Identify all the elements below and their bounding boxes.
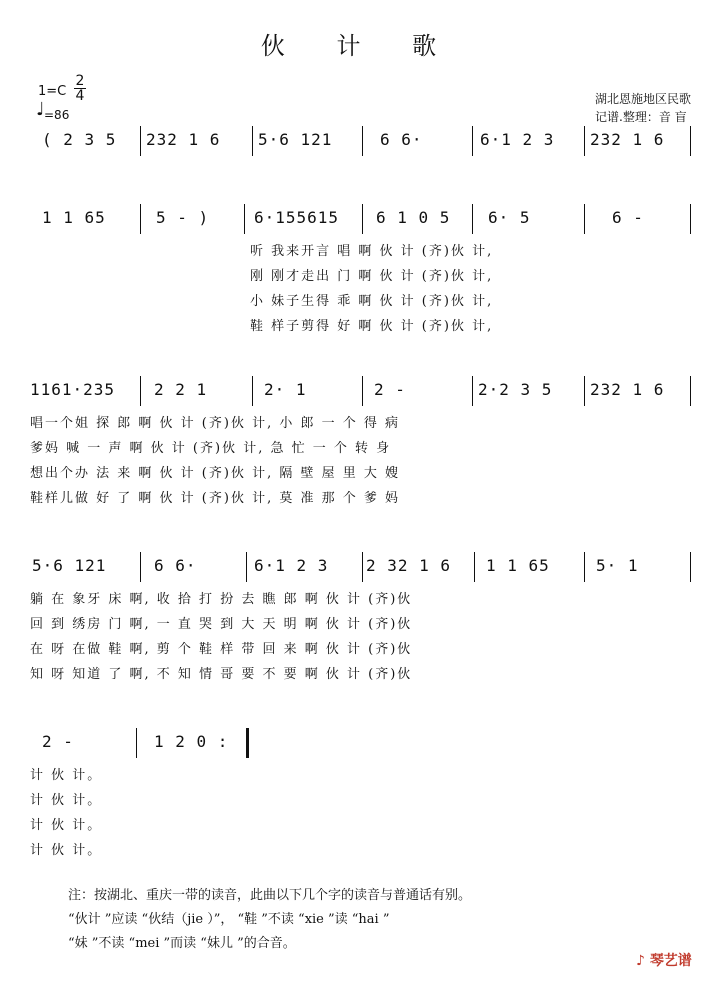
measure-notes: 2· 1 <box>264 380 307 399</box>
measure-notes: 1161·235 <box>30 380 116 399</box>
measure-notes: 2·2 3 5 <box>478 380 553 399</box>
barline <box>362 376 363 406</box>
lyric-line: 想出个办 法 来 啊 伙 计 (齐)伙 计, 隔 壁 屋 里 大 嫂 <box>30 466 400 481</box>
measure-notes: 6·1 2 3 <box>254 556 329 575</box>
barline <box>690 376 691 406</box>
barline <box>472 126 473 156</box>
lyric-line: 刚 刚才走出 门 啊 伙 计 (齐)伙 计, <box>250 269 494 284</box>
barline <box>246 552 247 582</box>
barline <box>472 204 473 234</box>
page-title: 伙 计 歌 <box>260 32 459 60</box>
note-line: 注：按湖北、重庆一带的读音，此曲以下几个字的读音与普通话有别。 <box>68 888 472 903</box>
barline <box>244 204 245 234</box>
measure-notes: 6 - <box>612 208 644 227</box>
barline <box>362 204 363 234</box>
barline <box>136 728 137 758</box>
measure-notes: 6·1 2 3 <box>480 130 555 149</box>
lyric-line: 鞋 样子剪得 好 啊 伙 计 (齐)伙 计, <box>250 319 494 334</box>
barline <box>362 552 363 582</box>
lyric-line: 躺 在 象牙 床 啊, 收 拾 打 扮 去 瞧 郎 啊 伙 计 (齐)伙 <box>30 592 413 607</box>
measure-notes: 2 32 1 6 <box>366 556 452 575</box>
site-logo <box>636 950 692 970</box>
barline <box>140 204 141 234</box>
measure-notes: 6 1 0 5 <box>376 208 451 227</box>
key-signature: 1=C <box>38 84 67 99</box>
measure-notes: 5 - ) <box>156 208 210 227</box>
logo-icon: ♪ <box>636 953 645 969</box>
measure-notes: 5·6 121 <box>32 556 107 575</box>
lyric-line: 在 呀 在做 鞋 啊, 剪 个 鞋 样 带 回 来 啊 伙 计 (齐)伙 <box>30 642 413 657</box>
time-top: 2 <box>75 73 85 89</box>
time-signature <box>74 74 86 103</box>
barline <box>362 126 363 156</box>
measure-notes: 5·6 121 <box>258 130 333 149</box>
barline <box>472 376 473 406</box>
time-bottom: 4 <box>75 88 85 104</box>
barline <box>140 552 141 582</box>
barline <box>690 204 691 234</box>
barline <box>252 126 253 156</box>
measure-notes: 1 1 65 <box>486 556 550 575</box>
song-credit: 记谱.整理：音 盲 <box>595 110 687 124</box>
measure-notes: 1 2 0 : <box>154 732 229 751</box>
barline <box>140 126 141 156</box>
measure-notes: 2 2 1 <box>154 380 208 399</box>
barline <box>690 126 691 156</box>
lyric-line: 知 呀 知道 了 啊, 不 知 情 哥 要 不 要 啊 伙 计 (齐)伙 <box>30 667 413 682</box>
lyric-line: 爹妈 喊 一 声 啊 伙 计 (齐)伙 计, 急 忙 一 个 转 身 <box>30 441 392 456</box>
measure-notes: 6 6· <box>380 130 423 149</box>
barline <box>252 376 253 406</box>
tempo-mark: =86 <box>44 108 70 122</box>
quarter-note-icon: ♩ <box>36 99 45 120</box>
measure-notes: 2 - <box>42 732 74 751</box>
lyric-line: 计 伙 计。 <box>30 793 103 808</box>
barline <box>584 126 585 156</box>
barline <box>584 376 585 406</box>
barline <box>140 376 141 406</box>
lyric-line: 计 伙 计。 <box>30 843 103 858</box>
barline <box>690 552 691 582</box>
measure-notes: 232 1 6 <box>590 380 665 399</box>
lyric-line: 计 伙 计。 <box>30 768 103 783</box>
lyric-line: 鞋样儿做 好 了 啊 伙 计 (齐)伙 计, 莫 准 那 个 爹 妈 <box>30 491 400 506</box>
lyric-line: 回 到 绣房 门 啊, 一 直 哭 到 大 天 明 啊 伙 计 (齐)伙 <box>30 617 413 632</box>
measure-notes: 5· 1 <box>596 556 639 575</box>
measure-notes: 232 1 6 <box>146 130 221 149</box>
measure-notes: 2 - <box>374 380 406 399</box>
final-barline <box>246 728 249 758</box>
lyric-line: 听 我来开言 唱 啊 伙 计 (齐)伙 计, <box>250 244 494 259</box>
measure-notes: 6 6· <box>154 556 197 575</box>
lyric-line: 小 妹子生得 乖 啊 伙 计 (齐)伙 计, <box>250 294 494 309</box>
measure-notes: 1 1 65 <box>42 208 106 227</box>
measure-notes: 6·155615 <box>254 208 340 227</box>
lyric-line: 计 伙 计。 <box>30 818 103 833</box>
barline <box>474 552 475 582</box>
measure-notes: 232 1 6 <box>590 130 665 149</box>
note-line: “伙计 ”应读 “伙结（jie ）”， “鞋 ”不读 “xie ”读 “hai ” <box>68 912 390 927</box>
note-line: “妹 ”不读 “mei ”而读 “妹儿 ”的合音。 <box>68 936 296 951</box>
barline <box>584 552 585 582</box>
measure-notes: 6· 5 <box>488 208 531 227</box>
barline <box>584 204 585 234</box>
logo-text: 琴艺谱 <box>649 953 692 969</box>
measure-notes: ( 2 3 5 <box>42 130 117 149</box>
song-origin: 湖北恩施地区民歌 <box>595 92 692 106</box>
lyric-line: 唱一个姐 探 郎 啊 伙 计 (齐)伙 计, 小 郎 一 个 得 病 <box>30 416 400 431</box>
